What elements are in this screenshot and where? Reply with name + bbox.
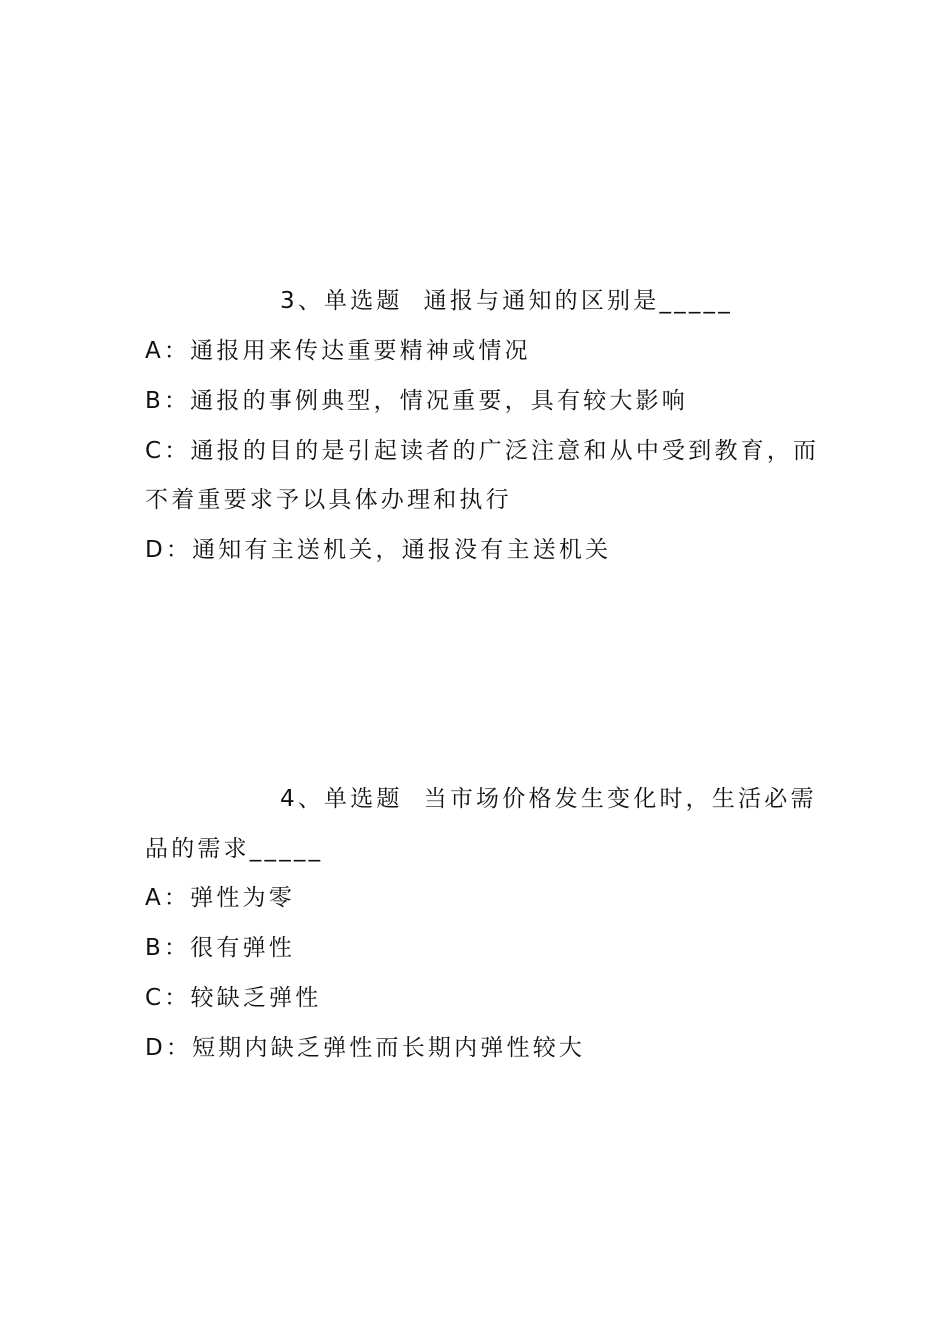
question-3-stem: 3、单选题 通报与通知的区别是_____ — [280, 288, 733, 314]
question-4-stem-continued: 品的需求_____ — [145, 836, 324, 862]
question-4-option-c: C：较缺乏弹性 — [145, 985, 322, 1011]
question-4-stem: 4、单选题 当市场价格发生变化时，生活必需 — [280, 786, 817, 812]
question-3-option-c-continued: 不着重要求予以具体办理和执行 — [145, 487, 512, 513]
question-4-option-a: A：弹性为零 — [145, 885, 295, 911]
question-3-option-d: D：通知有主送机关，通报没有主送机关 — [145, 537, 612, 563]
question-4-option-b: B：很有弹性 — [145, 935, 295, 961]
question-4-option-d: D：短期内缺乏弹性而长期内弹性较大 — [145, 1035, 586, 1061]
question-3-option-a: A：通报用来传达重要精神或情况 — [145, 338, 531, 364]
question-3-option-c: C：通报的目的是引起读者的广泛注意和从中受到教育，而 — [145, 438, 820, 464]
question-3-option-b: B：通报的事例典型，情况重要，具有较大影响 — [145, 388, 688, 414]
